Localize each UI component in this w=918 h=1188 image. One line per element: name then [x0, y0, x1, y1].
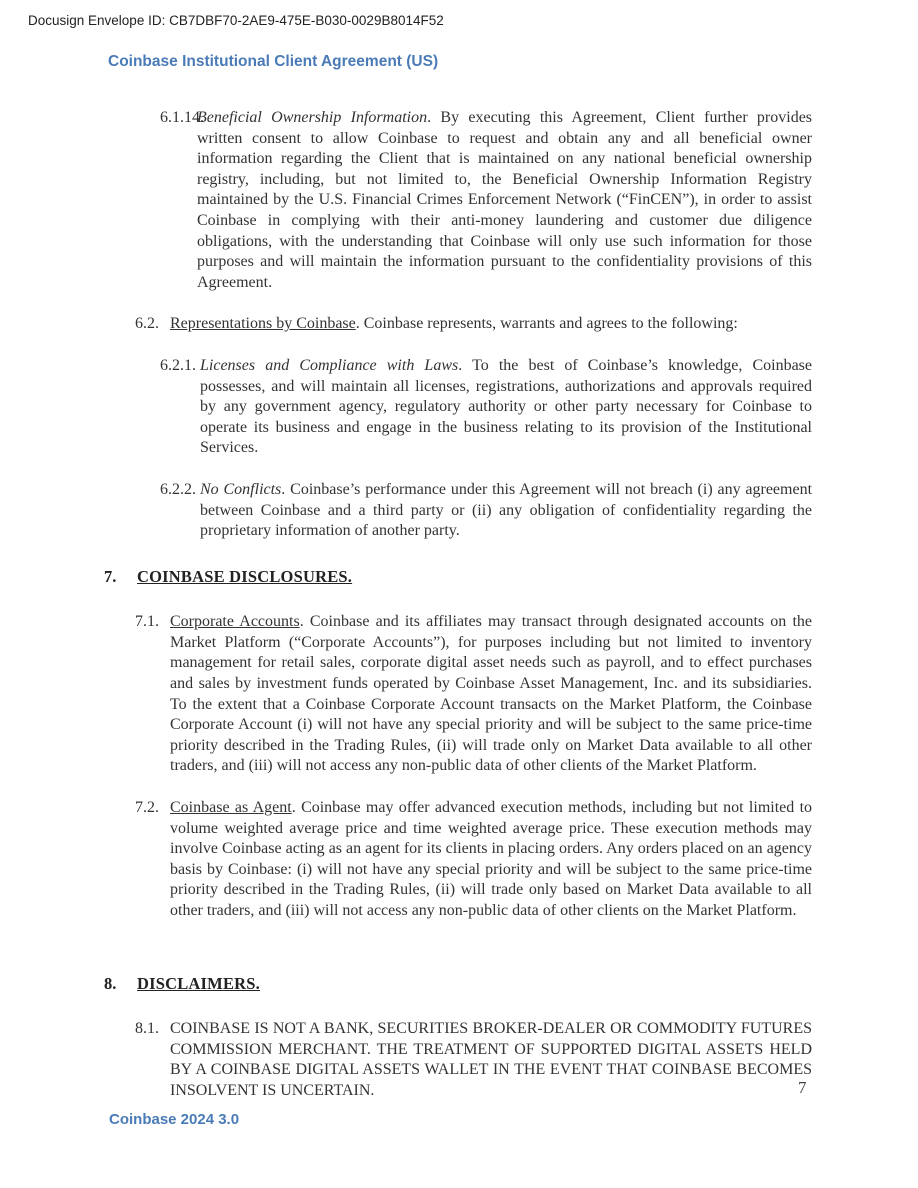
section-heading-7: [0, 567, 812, 588]
footer-version: Coinbase 2024 3.0: [109, 1111, 240, 1128]
clause-body: By executing this Agreement, Client further provides written consent to allow Coinbase to request and obtain any and all beneficial owner information regarding the Client that is maintained on any national beneficial ownership registry, including, but not limited to, the Beneficial Ownership Information Registry maintained by the U.S. Financial Crimes Enforcement Network (“FinCEN”), in order to assist Coinbase in complying with their anti-money laundering and customer due diligence obligations, with the understanding that Coinbase will only use such information for those purposes and will maintain the information pursuant to the confidentiality provisions of this Agreement.: [197, 109, 813, 291]
clause-lead-suffix: .: [458, 356, 473, 374]
section-heading-text: COINBASE DISCLOSURES.: [137, 566, 353, 586]
clause-7-1: [0, 612, 812, 777]
clause-number: 6.2.2.: [160, 480, 196, 498]
clause-body: Coinbase’s performance under this Agreement will not breach (i) any agreement between Coinbase and a third party or (ii) any obligation of confidentiality regarding the proprietary information of another party.: [200, 480, 813, 540]
section-heading-8: [0, 974, 812, 995]
clause-6-2-2: [0, 480, 812, 542]
clause-body: Coinbase and its affiliates may transact through designated accounts on the Market Platform (“Corporate Accounts”), for purposes including but not limited to inventory management for retail sales, corporate digital asset needs such as payroll, and to effect purchases and sales by investment funds operated by Coinbase Asset Management, Inc. and its subsidiaries. To the extent that a Coinbase Corporate Account transacts on the Market Platform, the Coinbase Corporate Account (i) will not have any special priority and will be subject to the same price-time priority described in the Trading Rules, (ii) will trade only on Market Data available to all other traders, and (iii) will not access any non-public data of other clients of the Market Platform.: [170, 613, 813, 775]
clause-body: Coinbase represents, warrants and agrees to the following:: [363, 315, 738, 333]
clause-8-1: [0, 1019, 812, 1101]
document-title: Coinbase Institutional Client Agreement (US): [108, 53, 439, 70]
clause-lead: Beneficial Ownership Information: [197, 109, 428, 126]
section-number: 8.: [104, 973, 117, 993]
clause-number: 6.1.14.: [160, 109, 204, 126]
clause-lead-suffix: .: [299, 613, 310, 631]
clause-number: 6.2.: [135, 315, 159, 333]
section-heading-text: DISCLAIMERS.: [137, 973, 260, 993]
clause-number: 8.1.: [135, 1020, 159, 1038]
page-number: 7: [798, 1078, 807, 1097]
clause-lead-suffix: .: [355, 315, 364, 333]
docusign-envelope-id: Docusign Envelope ID: CB7DBF70-2AE9-475E-B030-0029B8014F52: [28, 13, 444, 28]
clause-7-2: [0, 798, 812, 922]
clause-lead-suffix: .: [427, 109, 441, 126]
clause-lead-suffix: .: [281, 480, 291, 498]
clause-lead: No Conflicts: [200, 480, 282, 498]
clause-lead: Coinbase as Agent: [170, 799, 292, 817]
section-number: 7.: [104, 566, 117, 586]
clause-lead: Representations by Coinbase: [170, 315, 356, 333]
clause-lead-suffix: .: [291, 799, 302, 817]
clause-body: COINBASE IS NOT A BANK, SECURITIES BROKER-DEALER OR COMMODITY FUTURES COMMISSION MERCHANT. THE TREATMENT OF SUPPORTED DIGITAL ASSETS HELD BY A COINBASE DIGITAL ASSETS WALLET IN THE EVENT THAT COINBASE BECOMES INSOLVENT IS UNCERTAIN.: [170, 1020, 812, 1099]
clause-number: 7.1.: [135, 613, 159, 631]
clause-6-1-14: [0, 108, 812, 293]
clause-number: 6.2.1.: [160, 356, 196, 374]
clause-body: Coinbase may offer advanced execution methods, including but not limited to volume weighted average price and time weighted average price. These execution methods may involve Coinbase acting as an agent for its clients in placing orders. Any orders placed on an agency basis by Coinbase: (i) will not have any special priority and will be subject to the same price-time priority described in the Trading Rules, (ii) will trade only based on Market Data available to all other traders, and (iii) will not access any non-public data of other clients on the Market Platform.: [170, 799, 813, 919]
clause-lead: Licenses and Compliance with Laws: [200, 356, 459, 374]
document-body: [0, 108, 812, 1102]
clause-body: To the best of Coinbase’s knowledge, Coinbase possesses, and will maintain all licenses, registrations, authorizations and approvals required by any government agency, regulatory authority or other party necessary for Coinbase to operate its business and engage in the business relating to its provision of the Institutional Services.: [200, 356, 813, 457]
clause-number: 7.2.: [135, 799, 159, 817]
clause-6-2-1: [0, 356, 812, 459]
clause-6-2: [0, 314, 812, 335]
clause-lead: Corporate Accounts: [170, 613, 300, 631]
